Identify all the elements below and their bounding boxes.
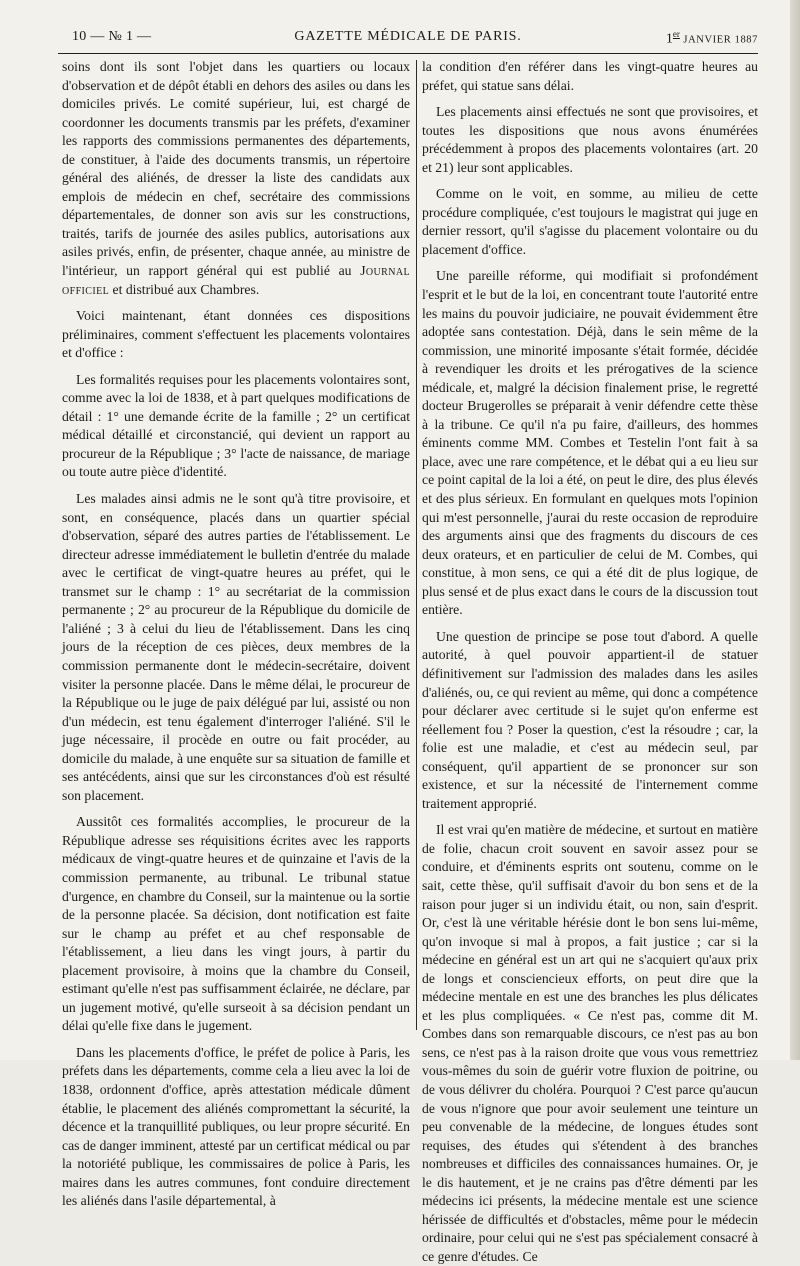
paragraph: Les formalités requises pour les placements volontaires sont, comme avec la loi de 1838, et à part quelques modifications de détail : 1° une demande écrite de la famille ; 2° un certificat médical détaillé et circonstancié, qui devient un rapport au procureur de la République ; 3° l'acte de naissance, de mariage ou toute autre pièce d'identité. [62,371,410,480]
paragraph: Aussitôt ces formalités accomplies, le procureur de la République adresse ses réquisitions écrites avec les rapports médicaux de vingt-quatre heures et de quinzaine et l'avis de la commission permanente, au tribunal. Le tribunal statue d'urgence, en chambre du Conseil, sur la maintenue ou la sortie de la personne placée. Sa décision, dont notification est faite sur le champ au préfet et au chef responsable de l'établissement, a lieu dans les vingt jours, à partir du placement provisoire, à moins que la chambre du Conseil, estimant qu'elle n'est pas suffisamment éclairée, ne déclare, par un jugement motivé, qu'elle surseoit à sa décision pendant un délai qu'elle fixe dans le jugement. [62,814,410,1034]
page-edge [790,0,800,1060]
issue-date: 1er JANVIER 1887 [665,29,758,47]
paragraph: Voici maintenant, étant données ces dispositions préliminaires, comment s'effectuent les placements volontaires et d'office : [62,308,410,361]
page-header [58,27,758,54]
paragraph: Comme on le voit, en somme, au milieu de cette procédure compliquée, c'est toujours le magistrat qui juge en dernier ressort, qu'il s'agisse du placement volontaire ou du placement d'office. [422,186,758,257]
column-divider [416,60,417,1030]
paragraph: Dans les placements d'office, le préfet de police à Paris, les préfets dans les départements, comme cela a lieu avec la loi de 1838, ordonnent d'office, après attestation médicale dûment établie, le placement des aliénés compromettant la sécurité, la décence et la tranquillité publiques, ou leur propre sécurité. En cas de danger imminent, attesté par un certificat médical ou par la notoriété publique, les commissaires de police à Paris, les maires dans les autres communes, font conduire directement les aliénés dans l'asile départemental, à [62,1044,410,1209]
paragraph: soins dont ils sont l'objet dans les quartiers ou locaux d'observation et de dépôt établi en dehors des asiles ou dans les domiciles privés. Le comité supérieur, lui, est chargé de coordonner les documents transmis par les préfets, d'examiner les rapports des commissions permanentes des départements, de constituer, à l'aide des documents transmis, un répertoire général des aliénés, de dresser la liste des candidats aux emplois de médecin en chef, secrétaire des commissions départementales, de donner son avis sur les constructions, traités, tarifs de journée des asiles publics, autorisations aux asiles privés, enfin, de présenter, chaque année, au ministre de l'intérieur, un rapport général qui est publié au Journal officiel et distribué aux Chambres. [62,59,410,297]
paragraph: Les placements ainsi effectués ne sont que provisoires, et toutes les dispositions que nous avons énumérées précédemment à propos des placements volontaires (art. 20 et 21) leur sont applicables. [422,104,758,175]
paragraph: la condition d'en référer dans les vingt-quatre heures au préfet, qui statue sans délai. [422,59,758,93]
paragraph: Les malades ainsi admis ne le sont qu'à titre provisoire, et sont, en conséquence, placés dans un quartier spécial d'observation, séparé des autres parties de l'établissement. Le directeur adresse immédiatement le bulletin d'entrée du malade avec le certificat de vingt-quatre heures au préfet, qui le transmet sur le champ : 1° au secrétariat de la commission permanente ; 2° au procureur de la République du domicile de l'aliéné ; 3 à celui du lieu de l'établissement. Dans les cinq jours de la réception de ces pièces, deux membres de la commission permanente dont le médecin-secrétaire, doivent visiter la personne placée. Dans le même délai, le procureur de la République ou le juge de paix délégué par lui, assisté ou non d'un médecin, est tenu également d'interroger l'aliéné. S'il le juge nécessaire, il procède en outre ou fait procéder, au domicile du malade, à une enquête sur sa situation de famille et ses antécédents, ainsi que sur les circonstances d'où est résulté son placement. [62,491,410,803]
left-column [62,58,410,1209]
paragraph: Une question de principe se pose tout d'abord. A quelle autorité, à quel pouvoir appartient-il de statuer définitivement sur l'admission des malades dans les asiles d'aliénés, ou, ce qui revient au même, qui donc a compétence pour déclarer avec certitude si le sujet qu'on enferme est réellement fou ? Poser la question, c'est la résoudre ; car, la folie est une maladie, et c'est au médecin seul, par conséquent, qu'il appartient de se prononcer sur son existence, et sur la nécessité de l'internement comme traitement approprié. [422,628,758,811]
page-number: 10 — № 1 — [72,29,152,44]
paragraph: Une pareille réforme, qui modifiait si profondément l'esprit et le but de la loi, en concentrant toute l'autorité entre les mains du pouvoir judiciaire, ne pouvait évidemment être adoptée sans contestation. Déjà, dans le sein même de la commission, une minorité imposante s'était formée, décidée à revendiquer les droits et les prérogatives de la science médicale, et, malgré la décision finalement prise, le regretté docteur Brugerolles se préparait à venir défendre cette thèse à la tribune. Ce qu'il n'a pu faire, d'ailleurs, des hommes éminents comme MM. Combes et Testelin l'ont fait à sa place, avec une rare compétence, et le débat qui a eu lieu sur ce point capital de la loi a été, on peut le dire, des plus élevés et des plus sérieux. En formulant en quelques mots l'opinion qui m'est personnelle, j'aurai du reste occasion de reproduire des arguments ainsi que des fragments du discours de ces deux orateurs, et en particulier de celui de M. Combes, qui constitue, à mon sens, ce qui a été dit de plus logique, de plus sensé et de plus exact dans le cours de la discussion tout entière. [422,268,758,618]
right-column [422,58,758,1264]
journal-title: GAZETTE MÉDICALE DE PARIS. [294,29,522,44]
paragraph: Il est vrai qu'en matière de médecine, et surtout en matière de folie, chacun croit souvent en savoir assez pour se conduire, et d'éminents esprits ont soutenu, comme on le sait, cette thèse, qu'il suffisait d'avoir du bon sens et de la raison pour juger si un individu était, ou non, sain d'esprit. Or, c'est là une véritable hérésie dont le bon sens lui-même, qu'on invoque si mal à propos, a fait justice ; car si la médecine en général est un art qui ne s'acquiert qu'aux prix de longs et consciencieux efforts, on peut dire que la médecine mentale en est une des branches les plus délicates et les plus compliquées. « Ce n'est pas, comme dit M. Combes dans son remarquable discours, ce n'est pas au bon sens, ce n'est pas à la raison droite que vous vous remettriez vous-mêmes du soin de guérir votre fluxion de poitrine, ou de vous délivrer du choléra. Pourquoi ? C'est parce qu'aucun de vous n'ignore que pour avoir seulement une teinture un peu convenable de la médecine, de longues études sont requises, des études qui s'étendent à des branches nombreuses et difficiles des connaissances humaines. Or, je le dis hautement, et je ne crains pas d'être démenti par les médecins ici présents, la médecine mentale est une science hérissée de difficultés et d'obstacles, même pour le médecin ordinaire, pour celui qui ne s'est pas spécialement consacré à ce genre d'études. Ce [422,822,758,1264]
